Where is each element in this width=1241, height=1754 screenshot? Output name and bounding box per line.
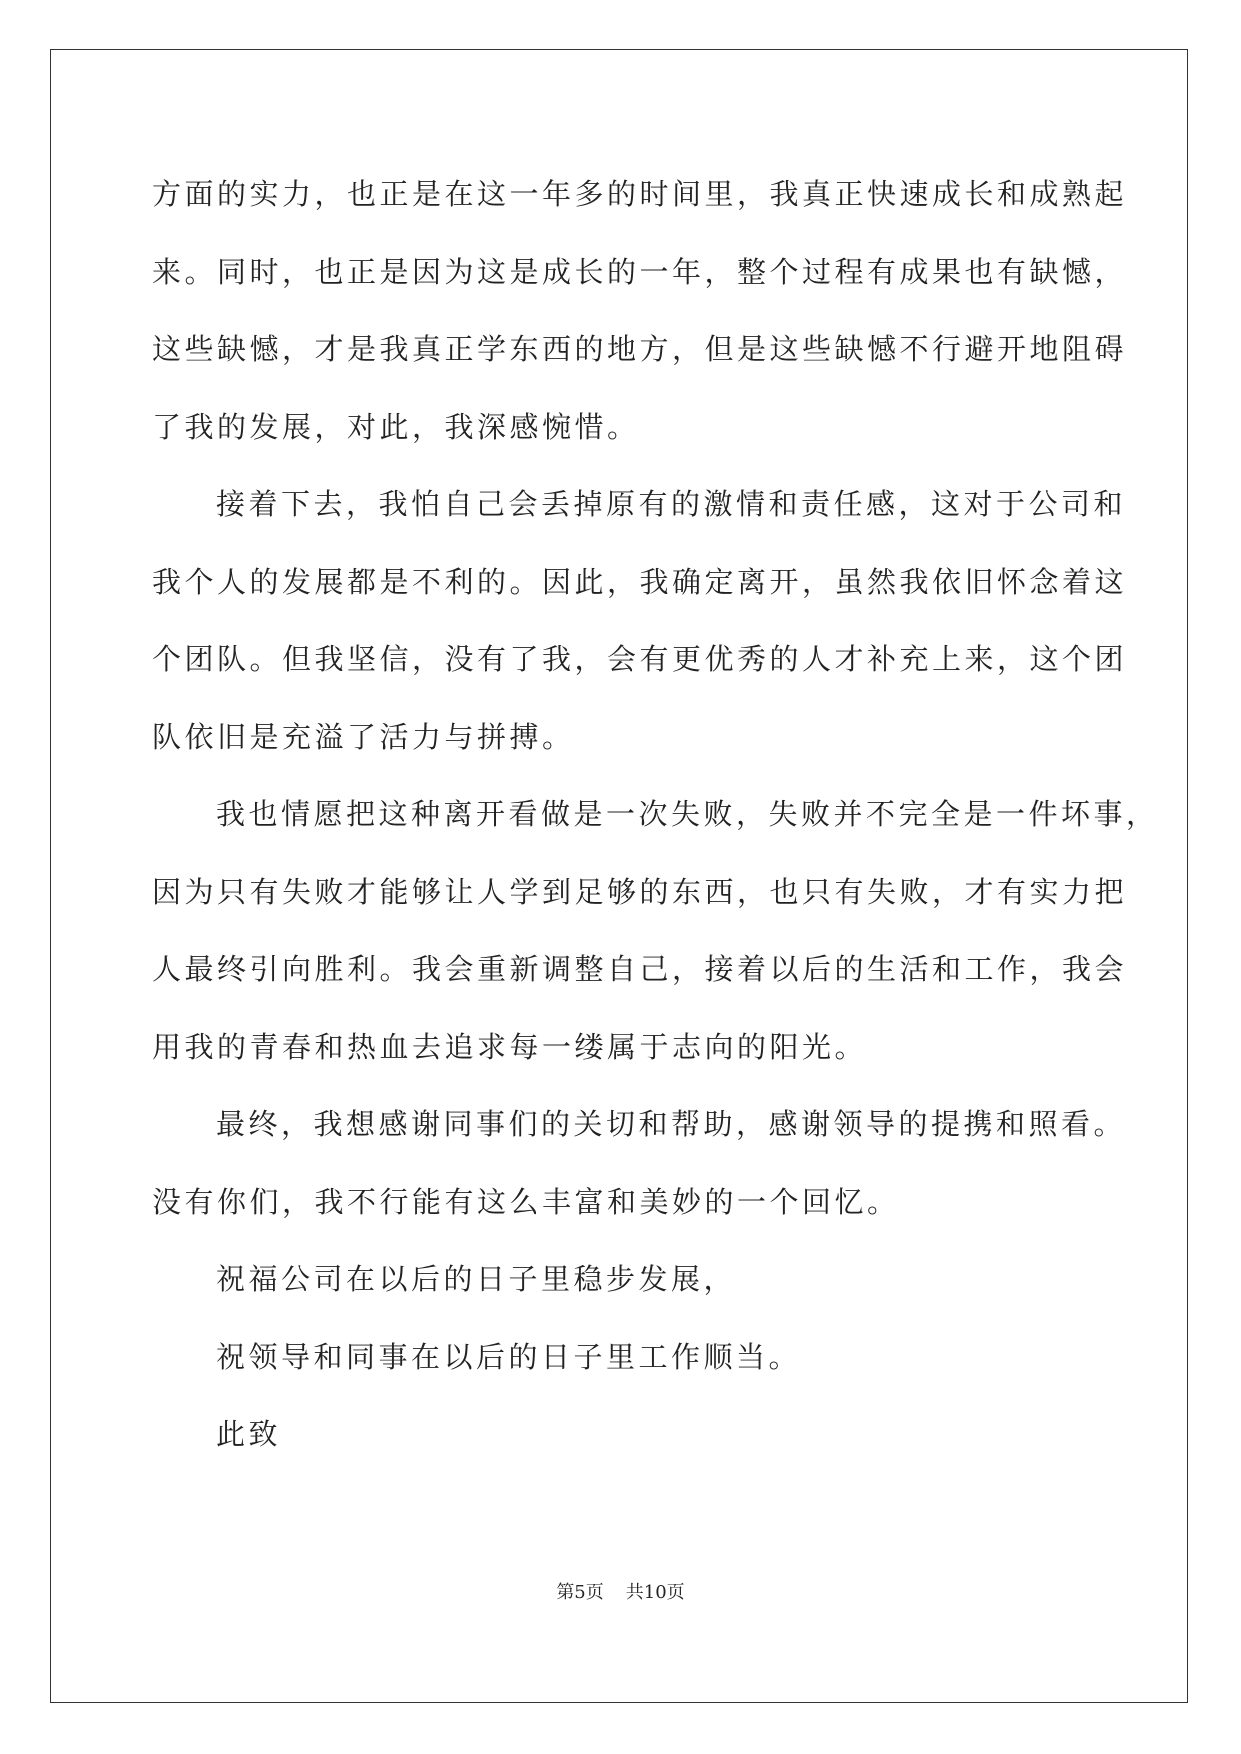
page-footer — [0, 1578, 1241, 1604]
text-line: 因为只有失败才能够让人学到足够的东西，也只有失败，才有实力把 — [152, 874, 1128, 909]
text-line: 没有你们，我不行能有这么丰富和美妙的一个回忆。 — [152, 1184, 900, 1219]
text-line: 我个人的发展都是不利的。因此，我确定离开，虽然我依旧怀念着这 — [152, 564, 1128, 599]
text-line: 人最终引向胜利。我会重新调整自己，接着以后的生活和工作，我会 — [152, 952, 1128, 986]
text-line: 了我的发展，对此，我深感惋惜。 — [152, 409, 640, 444]
text-line: 队依旧是充溢了活力与拼搏。 — [152, 719, 575, 754]
closing-line: 此致 — [216, 1417, 282, 1451]
text-line: 最终，我想感谢同事们的关切和帮助，感谢领导的提携和照看。 — [216, 1107, 1127, 1141]
text-line: 接着下去，我怕自己会丢掉原有的激情和责任感，这对于公司和 — [216, 487, 1127, 521]
text-line: 我也情愿把这种离开看做是一次失败，失败并不完全是一件坏事， — [216, 797, 1159, 831]
letter-body — [152, 156, 1159, 1474]
text-line: 用我的青春和热血去追求每一缕属于志向的阳光。 — [152, 1029, 868, 1064]
text-line: 方面的实力，也正是在这一年多的时间里，我真正快速成长和成熟起 — [152, 177, 1128, 211]
text-line: 来。同时，也正是因为这是成长的一年，整个过程有成果也有缺憾， — [152, 254, 1128, 289]
text-line: 祝领导和同事在以后的日子里工作顺当。 — [216, 1339, 802, 1374]
text-line: 个团队。但我坚信，没有了我，会有更优秀的人才补充上来，这个团 — [152, 642, 1128, 676]
page-number: 第5页 — [556, 1582, 604, 1603]
page-total: 共10页 — [625, 1582, 685, 1603]
text-line: 这些缺憾，才是我真正学东西的地方，但是这些缺憾不行避开地阻碍 — [152, 332, 1128, 366]
text-line: 祝福公司在以后的日子里稳步发展， — [216, 1262, 737, 1296]
